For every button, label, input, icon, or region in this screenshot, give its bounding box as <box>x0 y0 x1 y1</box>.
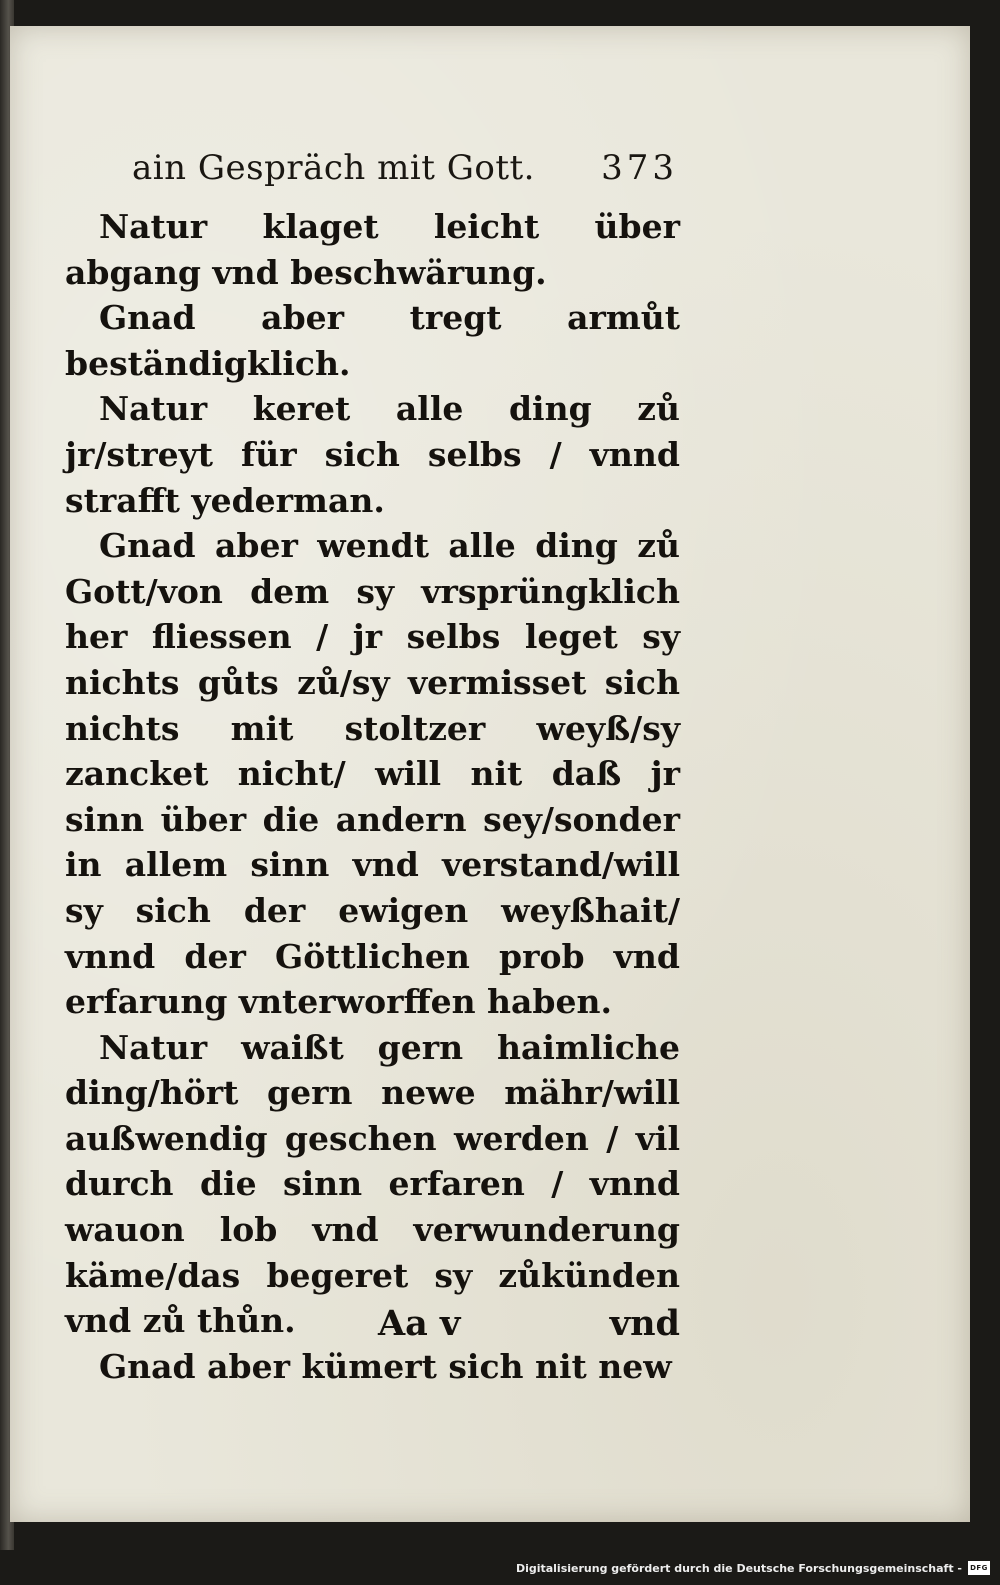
book-page <box>10 26 970 1522</box>
signature-mark: Aa v <box>378 1303 461 1344</box>
paragraph-5: Natur waißt gern haimliche ding/hört gern newe mähr/will außwendig geschen werden / vil durch die sinn erfaren / vnnd wauon lob vnd verwunderung käme/das begeret sy zůkünden vnd zů thůn. <box>65 1027 680 1341</box>
paragraph-4: Gnad aber wendt alle ding zů Gott/von dem sy vrsprüngklich her fliessen / jr selbs leget sy nichts gůts zů/sy vermisset sich nichts mit stoltzer weyß/sy zancket nicht/ will nit daß jr sinn über die andern sey/sonder in allem sinn vnd verstand/will sy sich der ewigen weyßhait/ vnnd der Göttlichen prob vnd erfarung vnterworffen haben. <box>65 526 680 1022</box>
paragraph-3: Natur keret alle ding zů jr/streyt für sich selbs / vnnd strafft yederman. <box>65 389 680 520</box>
paragraph-6: Gnad aber kümert sich nit new <box>99 1346 672 1386</box>
credit-text: Digitalisierung gefördert durch die Deutsche Forschungsgemeinschaft - <box>515 1561 962 1575</box>
digitization-credit <box>516 1557 990 1579</box>
catchword-line <box>378 1303 680 1353</box>
running-title: ain Gespräch mit Gott. <box>132 148 535 188</box>
dfg-logo-icon: DFG <box>968 1561 990 1575</box>
catchword: vnd <box>609 1303 680 1344</box>
page-number: 373 <box>601 148 678 188</box>
paragraph-2: Gnad aber tregt armůt beständigklich. <box>65 298 680 383</box>
paragraph-1: Natur klaget leicht über abgang vnd beschwärung. <box>65 207 680 292</box>
body-text <box>65 204 680 1389</box>
